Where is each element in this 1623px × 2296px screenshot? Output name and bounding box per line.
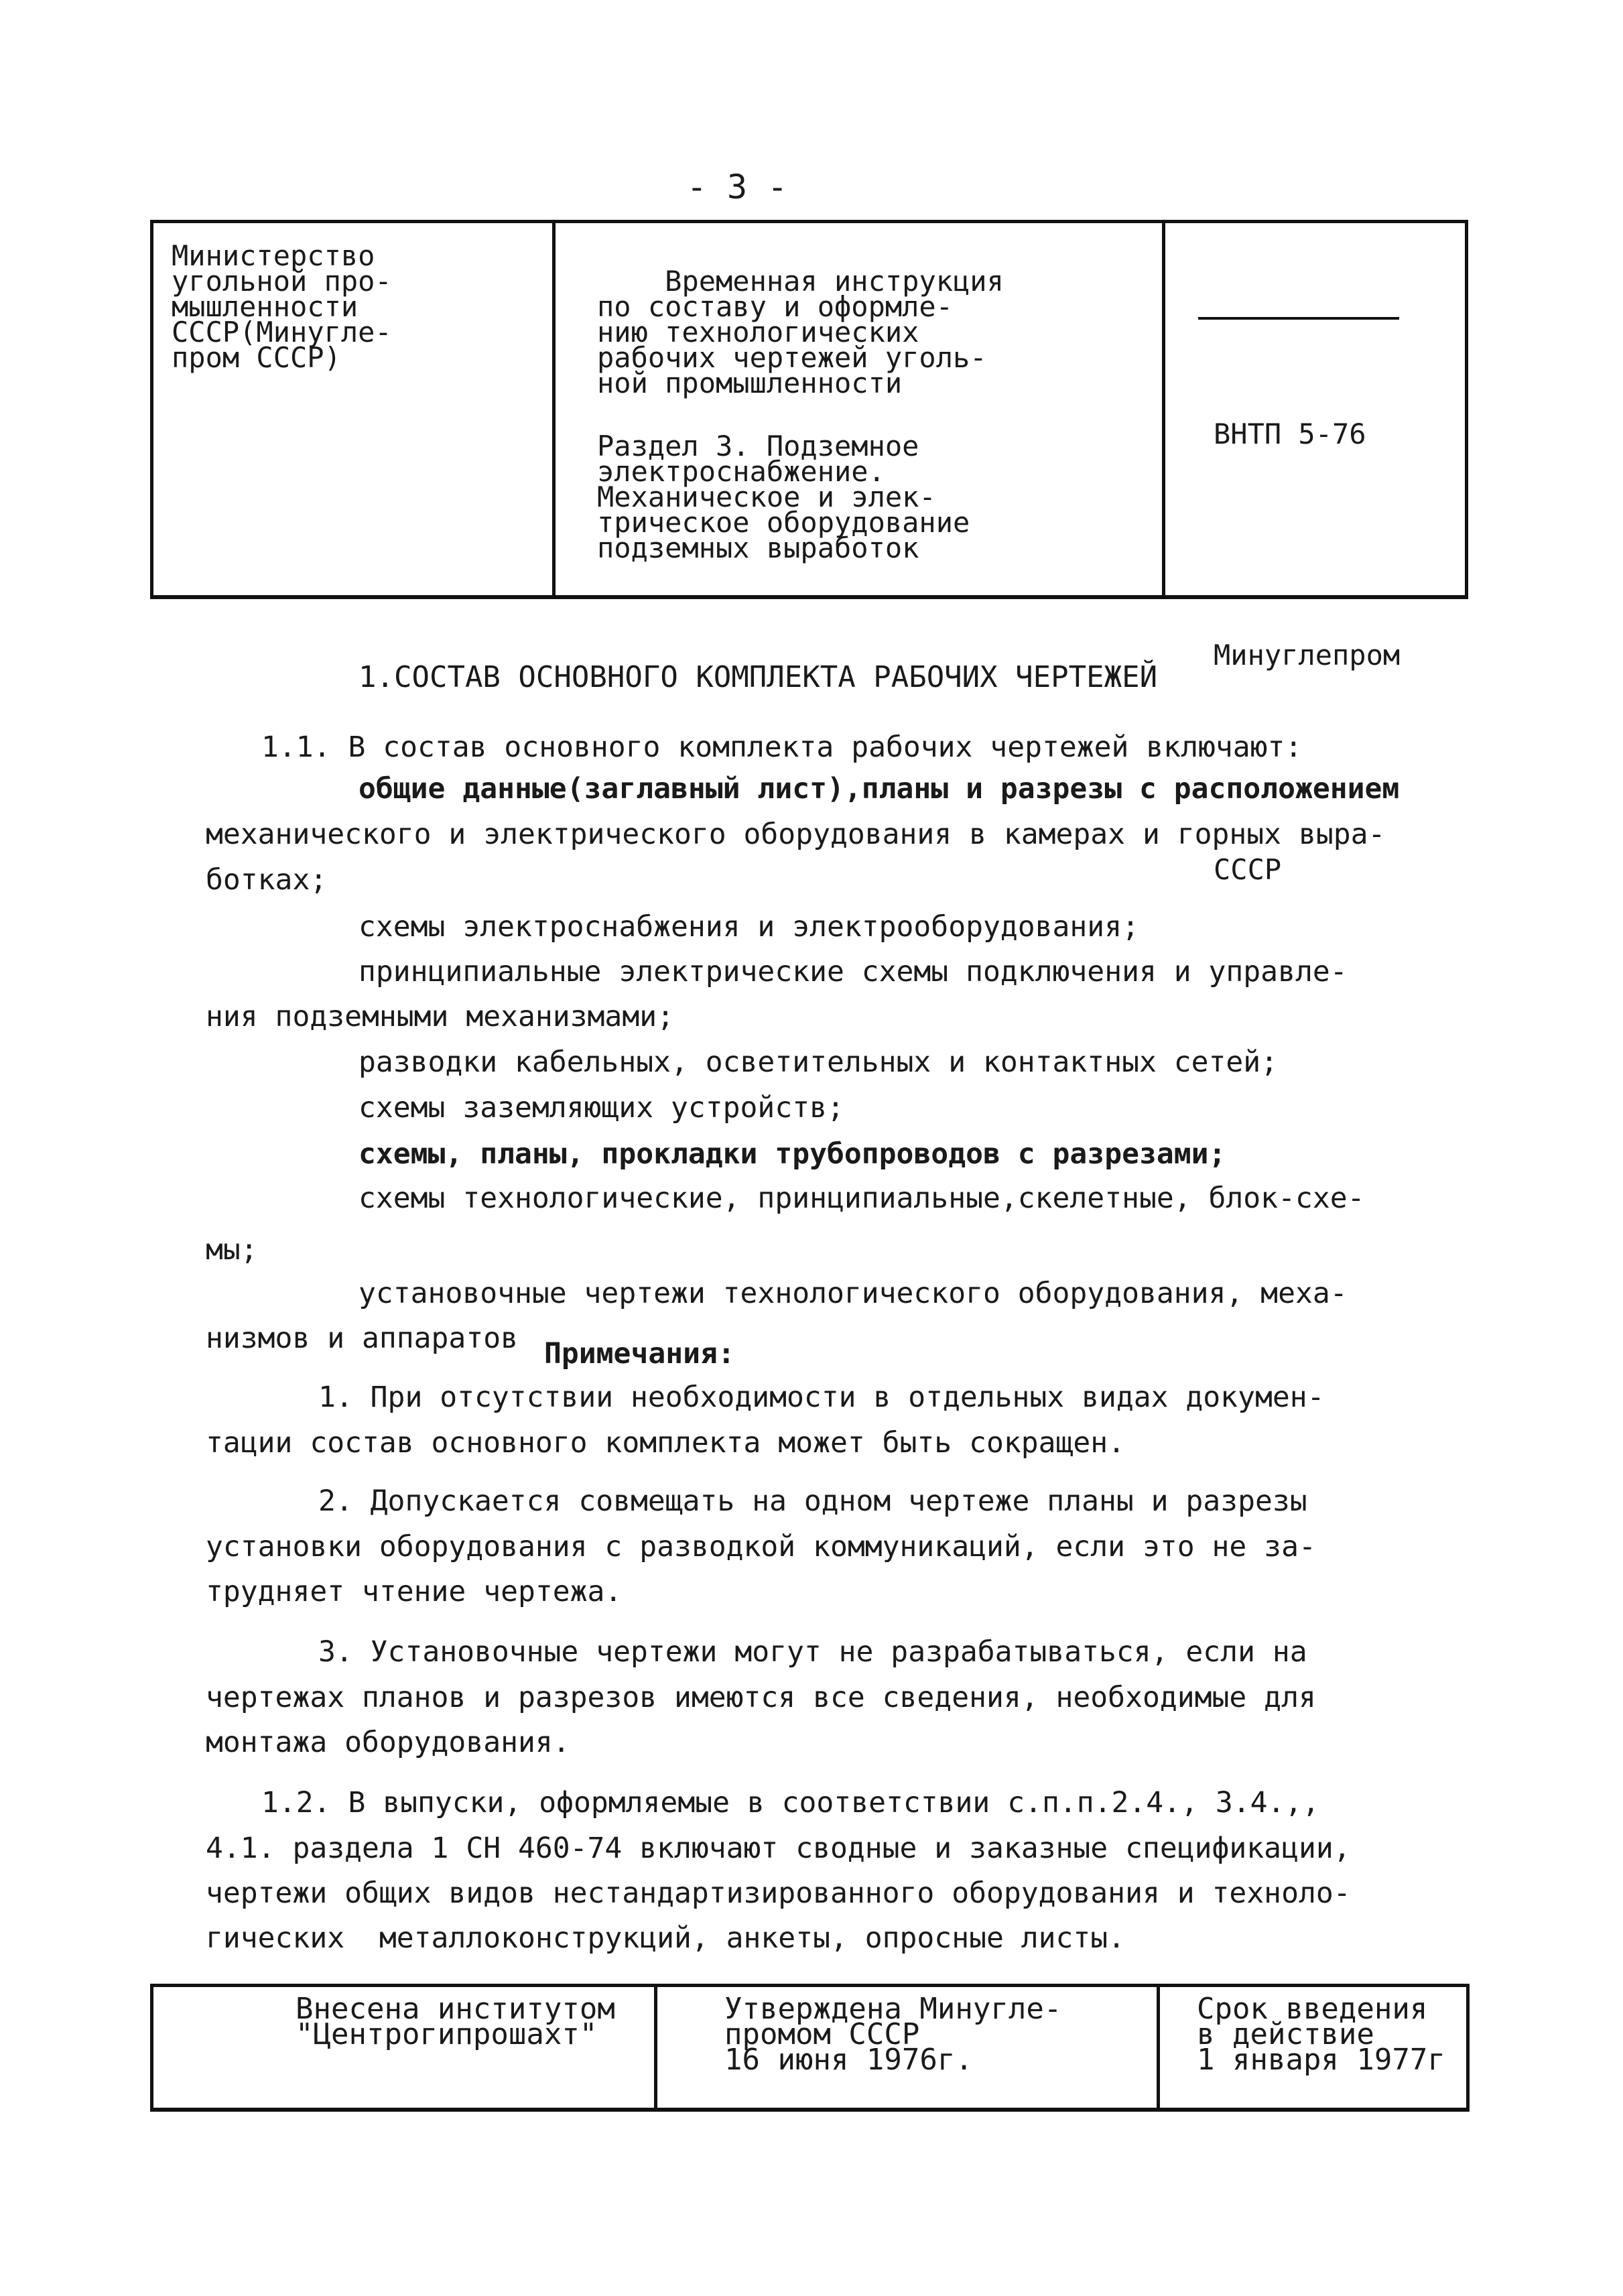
header-divider-1 <box>552 220 556 599</box>
note-line: монтажа оборудования. <box>206 1726 570 1759</box>
footer-divider-1 <box>654 1984 657 2112</box>
list-item: схемы технологические, принципиальные,скелетные, блок-схе- <box>359 1182 1365 1215</box>
effective-date: Срок введения в действие 1 января 1977г <box>1197 1992 1445 2077</box>
header-border-left <box>150 220 153 599</box>
note-line: тации состав основного комплекта может быть сокращен. <box>206 1426 1126 1460</box>
footer-border-right <box>1466 1984 1470 2112</box>
paragraph-line: чертежи общих видов нестандартизированного оборудования и техноло- <box>206 1876 1351 1910</box>
footer-border-left <box>150 1984 153 2112</box>
paragraph-line: 1.1. В состав основного комплекта рабочих чертежей включают: <box>261 730 1303 764</box>
list-item: схемы электроснабжения и электрооборудования; <box>359 910 1139 944</box>
paragraph-line: 4.1. раздела 1 СН 460-74 включают сводные и заказные спецификации, <box>206 1832 1351 1865</box>
ministry-name: Министерство угольной про- мышленности СССР(Минугле- пром СССР) <box>172 239 392 374</box>
list-item: разводки кабельных, осветительных и контактных сетей; <box>359 1045 1279 1079</box>
footer-table <box>151 1984 1468 2112</box>
instruction-name: Временная инструкция по составу и оформле- нию технологических рабочих чертежей уголь- ной промышленности <box>597 265 1004 399</box>
issuer-line-1: Минуглепром <box>1214 639 1401 672</box>
note-line: 1. При отсутствии необходимости в отдельных видах докумен- <box>318 1381 1325 1414</box>
issuer-line-2: СССР <box>1214 853 1282 886</box>
document-code: ВНТП 5-76 <box>1214 418 1366 450</box>
header-border-right <box>1465 220 1468 599</box>
page-number: - 3 - <box>686 168 788 206</box>
paragraph-line: ботках; <box>206 863 328 897</box>
document-code-block <box>1214 250 1400 1054</box>
paragraph-line: общие данные(заглавный лист),планы и разрезы с расположением <box>359 772 1400 806</box>
list-item: установочные чертежи технологического оборудования, меха- <box>359 1277 1348 1310</box>
note-line: чертежах планов и разрезов имеются все сведения, необходимые для <box>206 1681 1316 1714</box>
note-line: установки оборудования с разводкой коммуникаций, если это не за- <box>206 1530 1316 1564</box>
introduced-by: Внесена институтом "Центрогипрошахт" <box>296 1992 615 2051</box>
paragraph-line: ния подземными механизмами; <box>206 1000 674 1033</box>
note-line: 3. Установочные чертежи могут не разрабатываться, если на <box>318 1635 1307 1669</box>
code-underline <box>1198 317 1399 320</box>
paragraph-line: гических металлоконструкций, анкеты, опросные листы. <box>206 1921 1126 1955</box>
header-divider-2 <box>1162 220 1165 599</box>
note-line: трудняет чтение чертежа. <box>206 1575 623 1608</box>
instruction-title <box>597 243 1004 612</box>
section-heading: 1.СОСТАВ ОСНОВНОГО КОМПЛЕКТА РАБОЧИХ ЧЕРТЕЖЕЙ <box>359 660 1158 694</box>
section-title: Раздел 3. Подземное электроснабжение. Механическое и элек- трическое оборудование подземных выработок <box>597 430 970 564</box>
list-item: схемы заземляющих устройств; <box>359 1091 844 1125</box>
list-item: схемы, планы, прокладки трубопроводов с разрезами; <box>359 1137 1226 1171</box>
paragraph-line: мы; <box>206 1233 258 1267</box>
paragraph-line: 1.2. В выпуски, оформляемые в соответствии с.п.п.2.4., 3.4.,, <box>261 1786 1320 1820</box>
note-line: 2. Допускается совмещать на одном чертеже планы и разрезы <box>318 1484 1307 1518</box>
notes-title: Примечания: <box>544 1337 735 1370</box>
list-item: принципиальные электрические схемы подключения и управле- <box>359 955 1348 988</box>
paragraph-line: низмов и аппаратов <box>206 1322 518 1355</box>
footer-divider-2 <box>1157 1984 1160 2112</box>
approved-by: Утверждена Минугле- промом СССР 16 июня 1976г. <box>724 1992 1062 2077</box>
paragraph-line: механического и электрического оборудования в камерах и горных выра- <box>206 818 1386 851</box>
